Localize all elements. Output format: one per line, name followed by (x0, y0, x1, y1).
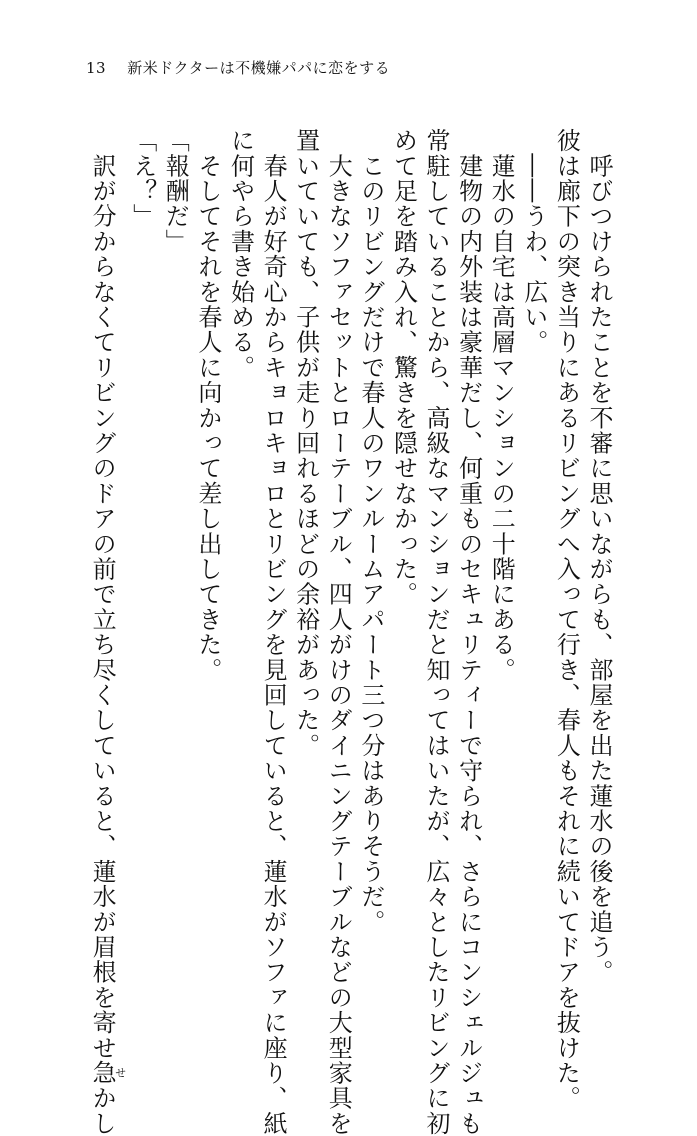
running-title: 新米ドクターは不機嫌パパに恋をする (127, 59, 391, 77)
text-line: そしてそれを春人に向かって差し出してきた。 (193, 128, 222, 683)
ruby-base: 急 (88, 1060, 117, 1086)
text-line-last-main: 訳が分からなくてリビングのドアの前で立ち尽くしていると、蓮水が眉根を寄せ (88, 128, 117, 1061)
text-line: 置いていても、子供が走り回れるほどの余裕があった。 (291, 128, 320, 758)
text-line-last-tail: かし (88, 1085, 117, 1136)
text-line: 呼びつけられたことを不審に思いながらも、部屋を出た蓮水の後を追う。 (585, 128, 613, 985)
text-line: 大きなソファセットとローテーブル、四人がけのダイニングテーブルなどの大型家具を (324, 128, 353, 1136)
ruby-reading: せ (113, 1060, 127, 1086)
text-line: 「え？」 (128, 128, 157, 229)
text-line: ――うわ、広い。 (519, 128, 548, 355)
text-line: 春人が好奇心からキョロキョロとリビングを見回していると、蓮水がソファに座り、紙 (259, 128, 288, 1136)
running-header (86, 58, 390, 78)
text-line: 「報酬だ」 (161, 128, 190, 254)
text-line: このリビングだけで春人のワンルームアパート三つ分はありそうだ。 (356, 128, 385, 935)
text-line: に何やら書き始める。 (226, 128, 255, 380)
vertical-body-text (86, 128, 616, 1136)
text-line: 建物の内外装は豪華だし、何重ものセキュリティーで守られ、さらにコンシェルジュも (454, 128, 483, 1136)
text-line: めて足を踏み入れ、驚きを隠せなかった。 (389, 128, 418, 607)
ruby-annotation (88, 1060, 127, 1086)
page-number: 13 (86, 59, 107, 77)
text-line-last (86, 128, 127, 1136)
text-line: 蓮水の自宅は高層マンションの二十階にある。 (487, 128, 516, 683)
text-line: 彼は廊下の突き当りにあるリビングへ入って行き、春人もそれに続いてドアを抜けた。 (552, 128, 581, 1111)
text-line: 常駐していることから、高級なマンションだと知ってはいたが、広々としたリビングに初 (422, 128, 451, 1136)
